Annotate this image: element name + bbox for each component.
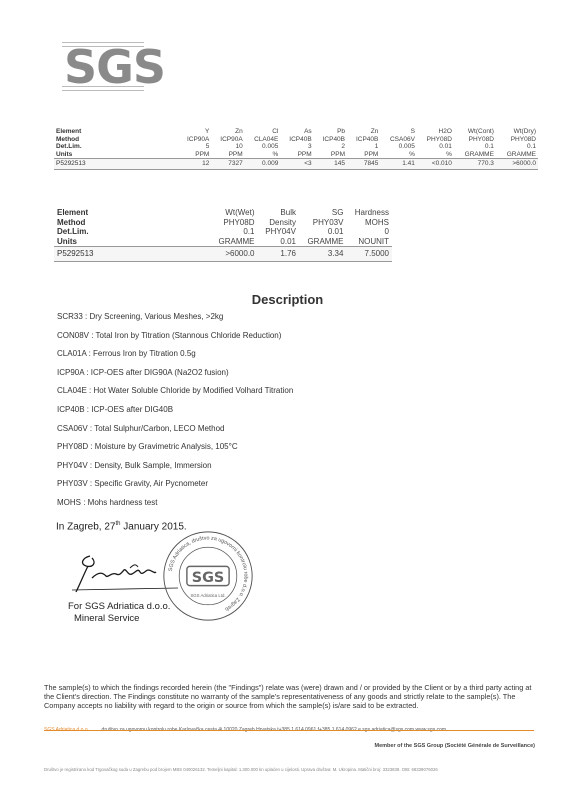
row-label: Method — [56, 135, 80, 143]
header-cell: GRAMME — [218, 236, 255, 246]
header-cell: Density — [269, 217, 296, 227]
signatory-line-1: For SGS Adriatica d.o.o. — [68, 601, 171, 612]
header-cell: ICP40B — [355, 135, 379, 143]
header-cell: PHY04V — [265, 227, 296, 236]
header-cell: 0.1 — [243, 227, 255, 236]
description-item: CSA06V : Total Sulphur/Carbon, LECO Method — [57, 423, 225, 433]
header-cell: ICP40B — [289, 135, 312, 143]
sample-value: <0.010 — [417, 159, 454, 170]
header-cell: SG — [331, 208, 344, 217]
description-item: PHY08D : Moisture by Gravimetric Analysis, 105°C — [57, 442, 238, 452]
sample-value: 1.76 — [257, 247, 298, 262]
header-cell: ICP40B — [322, 135, 346, 143]
sample-id: P5292513 — [54, 159, 178, 170]
description-item: MOHS : Mohs hardness test — [57, 497, 158, 507]
header-cell: 0.01 — [439, 143, 452, 150]
results-table-1 — [54, 128, 538, 170]
sample-value: 1.41 — [380, 159, 417, 170]
header-cell: Zn — [370, 128, 379, 135]
header-cell: PPM — [330, 150, 346, 158]
header-cell: 2 — [341, 143, 346, 150]
header-cell: 3 — [308, 143, 312, 150]
company-stamp — [160, 528, 256, 624]
header-cell: 0.1 — [526, 143, 536, 150]
sample-row — [54, 247, 392, 262]
stamp-center-text: SGS — [191, 569, 225, 586]
header-cell: ICP90A — [186, 135, 210, 143]
header-cell: 0.1 — [484, 143, 494, 150]
row-label: Element — [57, 208, 89, 217]
header-cell: S — [410, 128, 415, 135]
sample-value: >6000.0 — [496, 159, 538, 170]
sample-row — [54, 159, 538, 170]
header-cell: Wt(Cont) — [467, 128, 494, 135]
header-row — [54, 136, 538, 144]
header-row — [54, 151, 538, 159]
row-label: Method — [57, 217, 86, 227]
header-cell: GRAMME — [307, 236, 344, 246]
description-item: CLA04E : Hot Water Soluble Chloride by Modified Volhard Titration — [57, 386, 294, 396]
date-suffix-sup: th — [115, 521, 121, 527]
disclaimer-text: The sample(s) to which the findings recorded herein (the "Findings") relate was (were) drawn and / or provided by the Client or by a third party acting at the Client's direction. The Findings constitute no warranty of the sample's representativeness of any goods and strictly relate to the sample(s). The Company accepts no liability with regard to the origin or source from which the sample(s) is/are said to be extracted. — [44, 683, 532, 710]
description-item: ICP40B : ICP-OES after DIG40B — [57, 404, 174, 414]
header-cell: PPM — [297, 150, 312, 158]
header-cell: PPM — [228, 150, 243, 158]
header-cell: Y — [205, 128, 210, 135]
row-label: Units — [57, 236, 77, 246]
header-cell: GRAMME — [506, 150, 536, 158]
header-cell: NOUNIT — [358, 236, 389, 246]
sample-value: >6000.0 — [210, 247, 257, 262]
header-cell: % — [446, 150, 452, 158]
signatory-line-2: Mineral Service — [74, 613, 140, 624]
header-cell: 0.005 — [398, 143, 415, 150]
header-cell: 1 — [374, 143, 379, 150]
description-item: CON08V : Total Iron by Titration (Stannous Chloride Reduction) — [57, 330, 282, 340]
footer-legal: Društvo je registrirano kod Trgovačkog suda u Zagrebu pod brojem MBS 040026132. Temeljni kapital: 1.300.000 kn uplaćen u cijelosti. Uprava društva: M. Ukropina. Matični broj: 3323839. OIB: 68339076026 — [44, 767, 438, 772]
header-row — [54, 143, 538, 151]
sample-value: 7845 — [347, 159, 380, 170]
sample-value: 12 — [178, 159, 211, 170]
header-cell: PHY08D — [510, 135, 536, 143]
header-row — [54, 237, 392, 247]
description-item: PHY03V : Specific Gravity, Air Pycnometer — [57, 479, 209, 489]
header-cell: Bulk — [280, 208, 296, 217]
description-item: SCR33 : Dry Screening, Various Meshes, >2kg — [57, 312, 224, 321]
signatory-block — [68, 601, 170, 625]
row-label: Element — [56, 128, 82, 135]
footer-member: Member of the SGS Group (Société Générale de Surveillance) — [374, 743, 535, 749]
sample-id: P5292513 — [54, 247, 210, 262]
header-row — [54, 208, 392, 218]
header-cell: PPM — [364, 150, 379, 158]
row-label: Units — [56, 150, 73, 158]
header-row — [54, 128, 538, 136]
header-cell: CSA06V — [389, 135, 415, 143]
header-cell: Zn — [235, 128, 243, 135]
header-cell: CLA04E — [254, 135, 279, 143]
header-cell: Wt(Dry) — [513, 128, 536, 135]
sample-value: 3.34 — [299, 247, 346, 262]
header-cell: 0.01 — [327, 227, 344, 236]
logo-text: SGS — [64, 40, 166, 94]
description-list — [57, 310, 293, 515]
date-prefix: In Zagreb, 27 — [56, 521, 116, 533]
description-title: Description — [251, 292, 324, 307]
header-cell: PHY08D — [426, 135, 452, 143]
header-cell: H2O — [438, 128, 452, 135]
sample-value: 770.3 — [454, 159, 496, 170]
description-item: PHY04V : Density, Bulk Sample, Immersion — [57, 460, 212, 470]
header-cell: 10 — [235, 143, 243, 150]
row-label: Det.Lim. — [57, 227, 89, 236]
header-cell: 0.01 — [280, 236, 296, 246]
header-cell: PHY03V — [312, 217, 344, 227]
header-row — [54, 227, 392, 237]
header-cell: Pb — [337, 128, 346, 135]
sample-value: 145 — [314, 159, 347, 170]
header-cell: GRAMME — [464, 150, 494, 158]
header-cell: 5 — [205, 143, 210, 150]
description-item: CLA01A : Ferrous Iron by Titration 0.5g — [57, 349, 196, 359]
header-cell: PHY08D — [223, 217, 255, 227]
header-cell: MOHS — [365, 217, 389, 227]
header-cell: Hardness — [354, 208, 389, 217]
sample-value: 0.009 — [245, 159, 281, 170]
row-label: Det.Lim. — [56, 143, 82, 150]
sample-value: 7.5000 — [346, 247, 392, 262]
header-row — [54, 218, 392, 228]
header-cell: % — [272, 150, 279, 158]
header-cell: As — [304, 128, 312, 135]
description-item: ICP90A : ICP-OES after DIG90A (Na2O2 fusion) — [57, 367, 229, 377]
footer-divider — [44, 730, 534, 731]
header-cell: 0.005 — [262, 143, 279, 150]
header-cell: ICP90A — [220, 135, 243, 143]
sample-value: 7327 — [211, 159, 244, 170]
sample-value: <3 — [280, 159, 313, 170]
stamp-bottom-text: SGS Adriatica Ltd. — [190, 593, 226, 599]
header-cell: % — [409, 150, 415, 158]
header-cell: PHY08D — [468, 135, 494, 143]
header-cell: Cl — [272, 128, 279, 135]
header-cell: 0 — [384, 227, 389, 236]
results-table-2 — [54, 208, 392, 262]
date-suffix: January 2015. — [120, 521, 187, 533]
header-cell: Wt(Wet) — [225, 208, 255, 217]
header-cell: PPM — [195, 150, 210, 158]
stamp-ring-text: SGS Adriatica, društvo za ugovorni kontrolu robe d.o.o. Zagreb — [167, 535, 249, 612]
